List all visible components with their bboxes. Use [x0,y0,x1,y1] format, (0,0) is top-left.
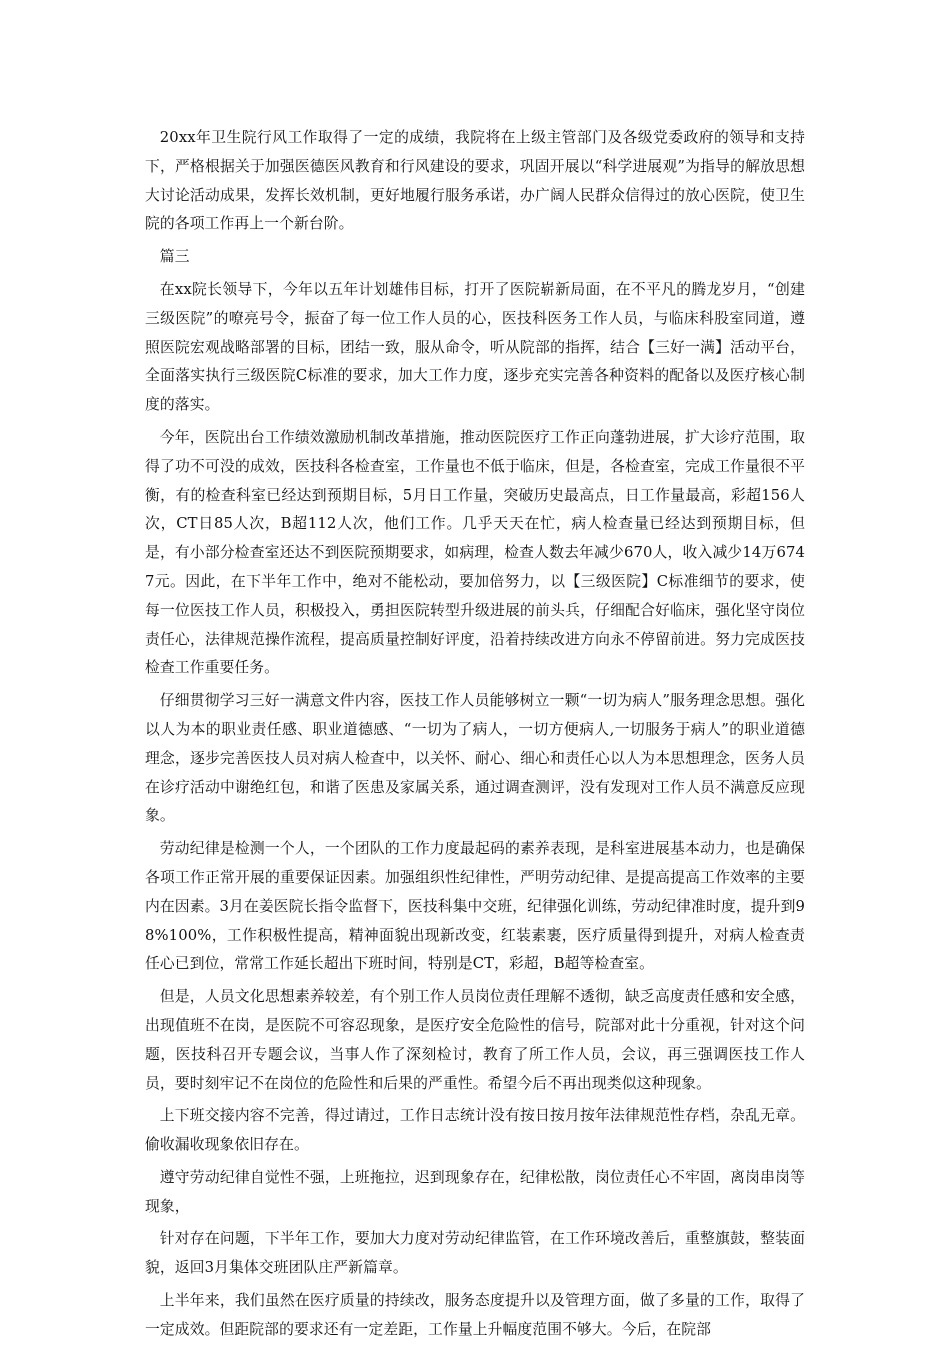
paragraph-discipline-issues: 遵守劳动纪律自觉性不强，上班拖拉，迟到现象存在，纪律松散，岗位责任心不牢固，离岗串岗等现象， [145,1168,805,1215]
paragraph-workload: 今年，医院出台工作绩效激励机制改革措施，推动医院医疗工作正向蓬勃进展，扩大诊疗范围，取得了功不可没的成效，医技科各检查室，工作量也不低于临床，但是，各检查室，完成工作量很不平衡，有的检查科室已经达到预期目标，5月日工作量，突破历史最高点，日工作量最高，彩超156人次，CT日85人次，B超112人次，他们工作。几乎天天在忙，病人检查量已经达到预期目标，但是，有小部分检查室还达不到医院预期要求，如病理，检查人数去年减少670人，收入减少14万6747元。因此，在下半年工作中，绝对不能松动，要加倍努力，以【三级医院】C标准细节的要求，使每一位医技工作人员，积极投入，勇担医院转型升级进展的前头兵，仔细配合好临床，强化坚守岗位责任心，法律规范操作流程，提高质量控制好评度，沿着持续改进方向永不停留前进。努力完成医技检查工作重要任务。 [145,428,805,677]
paragraph-intro-summary: 20xx年卫生院行风工作取得了一定的成绩，我院将在上级主管部门及各级党委政府的领导和支持下，严格根据关于加强医德医风教育和行风建设的要求，巩固开展以“科学进展观”为指导的解放思想大讨论活动成果，发挥长效机制，更好地履行服务承诺，办广阔人民群众信得过的放心医院，使卫生院的各项工作再上一个新台阶。 [145,129,805,233]
paragraph-leadership: 在xx院长领导下，今年以五年计划雄伟目标，打开了医院崭新局面，在不平凡的腾龙岁月，“创建三级医院”的嘹亮号令，振奋了每一位工作人员的心，医技科医务工作人员，与临床科股室同道，遵照医院宏观战略部署的目标，团结一致，服从命令，听从院部的指挥，结合【三好一满】活动平台，全面落实执行三级医院C标准的要求，加大工作力度，逐步充实完善各种资料的配备以及医疗核心制度的落实。 [145,280,805,414]
document-page [145,124,805,1349]
paragraph-handover: 上下班交接内容不完善，得过请过，工作日志统计没有按日按月按年法律规范性存档，杂乱无章。偷收漏收现象依旧存在。 [145,1107,805,1154]
paragraph-measures: 针对存在问题，下半年工作，要加大力度对劳动纪律监管，在工作环境改善后，重整旗鼓，整装面貌，返回3月集体交班团队庄严新篇章。 [145,1230,805,1277]
paragraph-service-concept: 仔细贯彻学习三好一满意文件内容，医技工作人员能够树立一颗“一切为病人”服务理念思想。强化以人为本的职业责任感、职业道德感、“一切为了病人，一切方便病人,一切服务于病人”的职业道德理念，逐步完善医技人员对病人检查中，以关怀、耐心、细心和责任心以人为本思想理念，医务人员在诊疗活动中谢绝红包，和谐了医患及家属关系，通过调查测评，没有发现对工作人员不满意反应现象。 [145,692,805,825]
section-heading-part-three: 篇三 [159,248,190,266]
paragraph-labor-discipline: 劳动纪律是检测一个人，一个团队的工作力度最起码的素养表现，是科室进展基本动力，也是确保各项工作正常开展的重要保证因素。加强组织性纪律性，严明劳动纪律、是提高提高工作效率的主要内在因素。3月在姜医院长指令监督下，医技科集中交班，纪律强化训练，劳动纪律准时度，提升到98%100%，工作积极性提高，精神面貌出现新改变，红装素裹，医疗质量得到提升，对病人检查责任心已到位，常常工作延长超出下班时间，特别是CT，彩超，B超等检查室。 [145,840,805,973]
paragraph-problems: 但是，人员文化思想素养较差，有个别工作人员岗位责任理解不透彻，缺乏高度责任感和安全感，出现值班不在岗，是医院不可容忍现象，是医疗安全危险性的信号，院部对此十分重视，针对这个问题，医技科召开专题会议，当事人作了深刻检讨，教育了所工作人员，会议，再三强调医技工作人员，要时刻牢记不在岗位的危险性和后果的严重性。希望今后不再出现类似这种现象。 [145,988,805,1092]
paragraph-half-year-summary: 上半年来，我们虽然在医疗质量的持续改，服务态度提升以及管理方面，做了多量的工作，取得了一定成效。但距院部的要求还有一定差距，工作量上升幅度范围不够大。今后，在院部 [145,1292,805,1338]
